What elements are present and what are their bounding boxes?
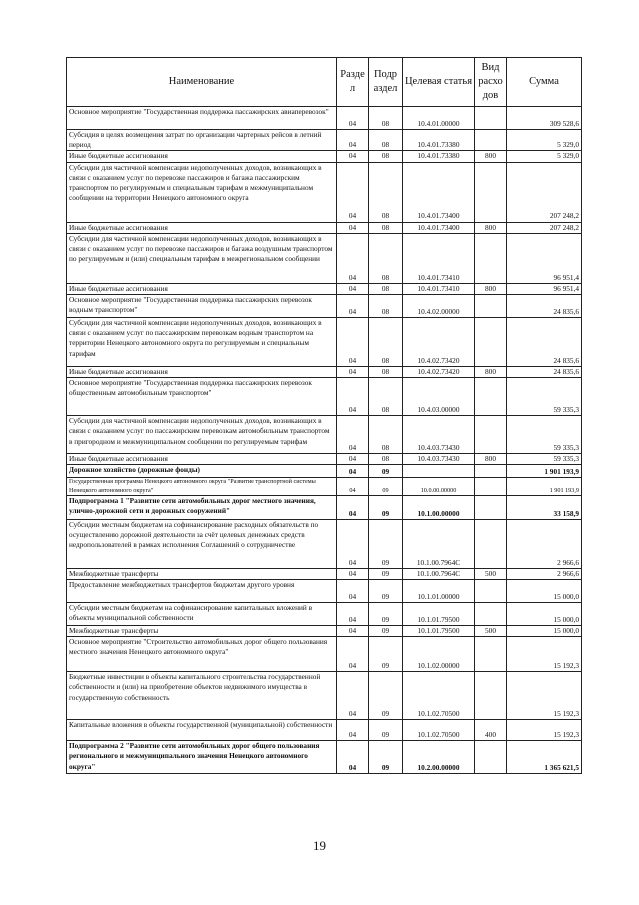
cell-name: Основное мероприятие "Государственная поддержка пассажирских перевозок общественным автомобильным транспортом" <box>67 378 337 416</box>
cell-name: Иные бюджетные ассигнования <box>67 454 337 465</box>
cell-section: 04 <box>337 465 369 478</box>
cell-article: 10.4.01.00000 <box>403 107 475 130</box>
cell-section: 04 <box>337 378 369 416</box>
cell-section: 04 <box>337 151 369 162</box>
cell-amount: 24 835,6 <box>507 318 582 367</box>
cell-article: 10.1.01.00000 <box>403 580 475 603</box>
cell-name: Основное мероприятие "Государственная поддержка пассажирских авиаперевозок" <box>67 107 337 130</box>
cell-name: Субсидии местным бюджетам на софинансирование капитальных вложений в объекты муниципальной собственности <box>67 603 337 626</box>
cell-subsection: 09 <box>369 495 403 519</box>
table-row <box>67 672 582 720</box>
table-row <box>67 295 582 318</box>
cell-article: 10.4.01.73400 <box>403 222 475 233</box>
cell-name: Субсидии местным бюджетам на софинансирование расходных обязательств по осуществлению дорожной деятельности за счёт целевых денежных средств недропользователей в рамках исполнения Соглашений о сотрудничестве <box>67 519 337 568</box>
header-amount: Сумма <box>507 58 582 107</box>
header-subsection: Подр аздел <box>369 58 403 107</box>
cell-section: 04 <box>337 295 369 318</box>
cell-subsection: 08 <box>369 295 403 318</box>
cell-name: Иные бюджетные ассигнования <box>67 367 337 378</box>
cell-name: Межбюджетные трансферты <box>67 626 337 637</box>
cell-expense-type: 400 <box>475 720 507 741</box>
cell-section: 04 <box>337 162 369 222</box>
table-row <box>67 741 582 774</box>
cell-expense-type: 500 <box>475 626 507 637</box>
table-row <box>67 495 582 519</box>
cell-expense-type <box>475 107 507 130</box>
cell-article: 10.4.01.73400 <box>403 162 475 222</box>
cell-name: Дорожное хозяйство (дорожные фонды) <box>67 465 337 478</box>
table-row <box>67 454 582 465</box>
cell-article: 10.1.02.00000 <box>403 637 475 672</box>
cell-section: 04 <box>337 454 369 465</box>
cell-name: Подпрограмма 1 "Развитие сети автомобильных дорог местного значения, улично-дорожной сети и дорожных сооружений" <box>67 495 337 519</box>
cell-expense-type <box>475 672 507 720</box>
cell-name: Иные бюджетные ассигнования <box>67 151 337 162</box>
cell-subsection: 08 <box>369 107 403 130</box>
cell-amount: 59 335,3 <box>507 416 582 454</box>
cell-article: 10.1.02.70500 <box>403 672 475 720</box>
cell-amount: 207 248,2 <box>507 222 582 233</box>
cell-subsection: 08 <box>369 416 403 454</box>
table-row <box>67 720 582 741</box>
cell-article: 10.4.02.73420 <box>403 367 475 378</box>
table-row <box>67 162 582 222</box>
cell-article: 10.4.03.73430 <box>403 454 475 465</box>
cell-subsection: 09 <box>369 637 403 672</box>
cell-subsection: 08 <box>369 367 403 378</box>
cell-article: 10.4.02.00000 <box>403 295 475 318</box>
cell-name: Субсидии для частичной компенсации недополученных доходов, возникающих в связи с оказанием услуг по пассажирским перевозкам автомобильным транспортом в пригородном и межмуниципальном сообщении по регулируемым тарифам <box>67 416 337 454</box>
cell-amount: 15 000,0 <box>507 580 582 603</box>
cell-subsection: 09 <box>369 741 403 774</box>
cell-name: Субсидии для частичной компенсации недополученных доходов, возникающих в связи с оказанием услуг по пассажирским перевозкам водным транспортом на территории Ненецкого автономного округа по регулируемым и специальным тарифам <box>67 318 337 367</box>
cell-name: Подпрограмма 2 "Развитие сети автомобильных дорог общего пользования регионального и межмуниципального значения Ненецкого автономного округа" <box>67 741 337 774</box>
cell-section: 04 <box>337 626 369 637</box>
cell-name: Иные бюджетные ассигнования <box>67 283 337 294</box>
table-row <box>67 151 582 162</box>
cell-name: Иные бюджетные ассигнования <box>67 222 337 233</box>
table-row <box>67 568 582 579</box>
cell-section: 04 <box>337 283 369 294</box>
cell-article: 10.1.00.7964С <box>403 568 475 579</box>
table-row <box>67 318 582 367</box>
header-expense-type: Вид расхо дов <box>475 58 507 107</box>
table-row <box>67 222 582 233</box>
table-row <box>67 233 582 283</box>
cell-expense-type <box>475 416 507 454</box>
header-section: Разде л <box>337 58 369 107</box>
cell-article: 10.1.00.7964С <box>403 519 475 568</box>
cell-expense-type <box>475 519 507 568</box>
cell-expense-type <box>475 478 507 495</box>
cell-subsection: 09 <box>369 568 403 579</box>
cell-subsection: 09 <box>369 465 403 478</box>
cell-name: Субсидии для частичной компенсации недополученных доходов, возникающих в связи с оказанием услуг по перевозке пассажиров и багажа воздушным транспортом по регулируемым и (или) специальным тарифам в межрегиональном сообщении <box>67 233 337 283</box>
cell-expense-type <box>475 233 507 283</box>
cell-article: 10.4.02.73420 <box>403 318 475 367</box>
cell-name: Бюджетные инвестиции в объекты капитального строительства государственной собственности и (или) на приобретение объектов недвижимого имущества в государственную собственность <box>67 672 337 720</box>
cell-article: 10.1.00.00000 <box>403 495 475 519</box>
cell-expense-type: 800 <box>475 222 507 233</box>
page-number: 19 <box>313 838 326 853</box>
header-article: Целевая статья <box>403 58 475 107</box>
cell-subsection: 09 <box>369 626 403 637</box>
cell-name: Капитальные вложения в объекты государственной (муниципальной) собственности <box>67 720 337 741</box>
cell-name: Субсидии для частичной компенсации недополученных доходов, возникающих в связи с оказанием услуг по перевозке пассажиров и багажа пассажирским транспортом по регулируемым и специальным тарифам в межмуниципальном сообщении на территории Ненецкого автономного округа <box>67 162 337 222</box>
table-row <box>67 378 582 416</box>
cell-expense-type: 800 <box>475 283 507 294</box>
cell-expense-type: 800 <box>475 151 507 162</box>
cell-amount: 59 335,3 <box>507 454 582 465</box>
table-row <box>67 580 582 603</box>
cell-expense-type <box>475 637 507 672</box>
cell-amount: 1 365 621,5 <box>507 741 582 774</box>
cell-section: 04 <box>337 519 369 568</box>
cell-section: 04 <box>337 720 369 741</box>
cell-amount: 207 248,2 <box>507 162 582 222</box>
cell-expense-type <box>475 318 507 367</box>
cell-article: 10.1.02.70500 <box>403 720 475 741</box>
cell-expense-type: 500 <box>475 568 507 579</box>
cell-amount: 15 000,0 <box>507 626 582 637</box>
cell-article: 10.1.01.79500 <box>403 626 475 637</box>
table-row <box>67 367 582 378</box>
cell-article: 10.4.03.73430 <box>403 416 475 454</box>
cell-section: 04 <box>337 130 369 151</box>
cell-article: 10.2.00.00000 <box>403 741 475 774</box>
table-body <box>67 107 582 774</box>
cell-name: Основное мероприятие "Государственная поддержка пассажирских перевозок водным транспортом" <box>67 295 337 318</box>
cell-name: Предоставление межбюджетных трансфертов бюджетам другого уровня <box>67 580 337 603</box>
cell-subsection: 08 <box>369 378 403 416</box>
cell-name: Государственная программа Ненецкого автономного округа "Развитие транспортной системы Ненецкого автономного округа" <box>67 478 337 495</box>
cell-amount: 96 951,4 <box>507 233 582 283</box>
cell-expense-type: 800 <box>475 454 507 465</box>
cell-amount: 24 835,6 <box>507 367 582 378</box>
cell-subsection: 08 <box>369 130 403 151</box>
cell-expense-type <box>475 603 507 626</box>
cell-article: 10.4.03.00000 <box>403 378 475 416</box>
cell-section: 04 <box>337 222 369 233</box>
cell-amount: 33 158,9 <box>507 495 582 519</box>
cell-expense-type <box>475 495 507 519</box>
cell-section: 04 <box>337 741 369 774</box>
cell-subsection: 08 <box>369 318 403 367</box>
cell-name: Основное мероприятие "Строительство автомобильных дорог общего пользования местного значения Ненецкого автономного округа" <box>67 637 337 672</box>
cell-section: 04 <box>337 318 369 367</box>
cell-subsection: 09 <box>369 603 403 626</box>
cell-amount: 15 192,3 <box>507 720 582 741</box>
table-row <box>67 519 582 568</box>
cell-section: 04 <box>337 568 369 579</box>
cell-article: 10.4.01.73380 <box>403 130 475 151</box>
cell-amount: 5 329,0 <box>507 130 582 151</box>
cell-amount: 15 192,3 <box>507 637 582 672</box>
cell-section: 04 <box>337 367 369 378</box>
table-row <box>67 107 582 130</box>
cell-section: 04 <box>337 580 369 603</box>
cell-expense-type <box>475 580 507 603</box>
cell-amount: 59 335,3 <box>507 378 582 416</box>
cell-subsection: 09 <box>369 720 403 741</box>
table-row <box>67 465 582 478</box>
cell-amount: 1 901 193,9 <box>507 478 582 495</box>
cell-subsection: 08 <box>369 454 403 465</box>
cell-article: 10.0.00.00000 <box>403 478 475 495</box>
cell-subsection: 09 <box>369 519 403 568</box>
table-row <box>67 637 582 672</box>
cell-article <box>403 465 475 478</box>
cell-amount: 24 835,6 <box>507 295 582 318</box>
table-row <box>67 416 582 454</box>
cell-article: 10.4.01.73380 <box>403 151 475 162</box>
cell-amount: 15 000,0 <box>507 603 582 626</box>
cell-amount: 5 329,0 <box>507 151 582 162</box>
table-row <box>67 130 582 151</box>
cell-expense-type <box>475 741 507 774</box>
cell-amount: 15 192,3 <box>507 672 582 720</box>
cell-article: 10.1.01.79500 <box>403 603 475 626</box>
budget-table <box>66 57 582 774</box>
cell-subsection: 09 <box>369 478 403 495</box>
cell-amount: 2 966,6 <box>507 519 582 568</box>
cell-section: 04 <box>337 603 369 626</box>
cell-name: Субсидия в целях возмещения затрат по организации чартерных рейсов в летний период <box>67 130 337 151</box>
cell-expense-type <box>475 130 507 151</box>
header-row <box>67 58 582 107</box>
cell-subsection: 08 <box>369 222 403 233</box>
cell-subsection: 09 <box>369 672 403 720</box>
cell-article: 10.4.01.73410 <box>403 233 475 283</box>
cell-section: 04 <box>337 672 369 720</box>
table-row <box>67 603 582 626</box>
cell-name: Межбюджетные трансферты <box>67 568 337 579</box>
cell-section: 04 <box>337 637 369 672</box>
cell-expense-type <box>475 378 507 416</box>
cell-subsection: 09 <box>369 580 403 603</box>
cell-amount: 309 528,6 <box>507 107 582 130</box>
cell-expense-type: 800 <box>475 367 507 378</box>
cell-expense-type <box>475 465 507 478</box>
cell-article: 10.4.01.73410 <box>403 283 475 294</box>
cell-section: 04 <box>337 233 369 283</box>
cell-subsection: 08 <box>369 162 403 222</box>
table-row <box>67 626 582 637</box>
cell-section: 04 <box>337 478 369 495</box>
cell-section: 04 <box>337 416 369 454</box>
cell-amount: 96 951,4 <box>507 283 582 294</box>
cell-amount: 2 966,6 <box>507 568 582 579</box>
table-row <box>67 478 582 495</box>
cell-section: 04 <box>337 107 369 130</box>
cell-amount: 1 901 193,9 <box>507 465 582 478</box>
cell-section: 04 <box>337 495 369 519</box>
cell-expense-type <box>475 295 507 318</box>
cell-subsection: 08 <box>369 233 403 283</box>
cell-expense-type <box>475 162 507 222</box>
header-name: Наименование <box>67 58 337 107</box>
cell-subsection: 08 <box>369 151 403 162</box>
table-row <box>67 283 582 294</box>
cell-subsection: 08 <box>369 283 403 294</box>
